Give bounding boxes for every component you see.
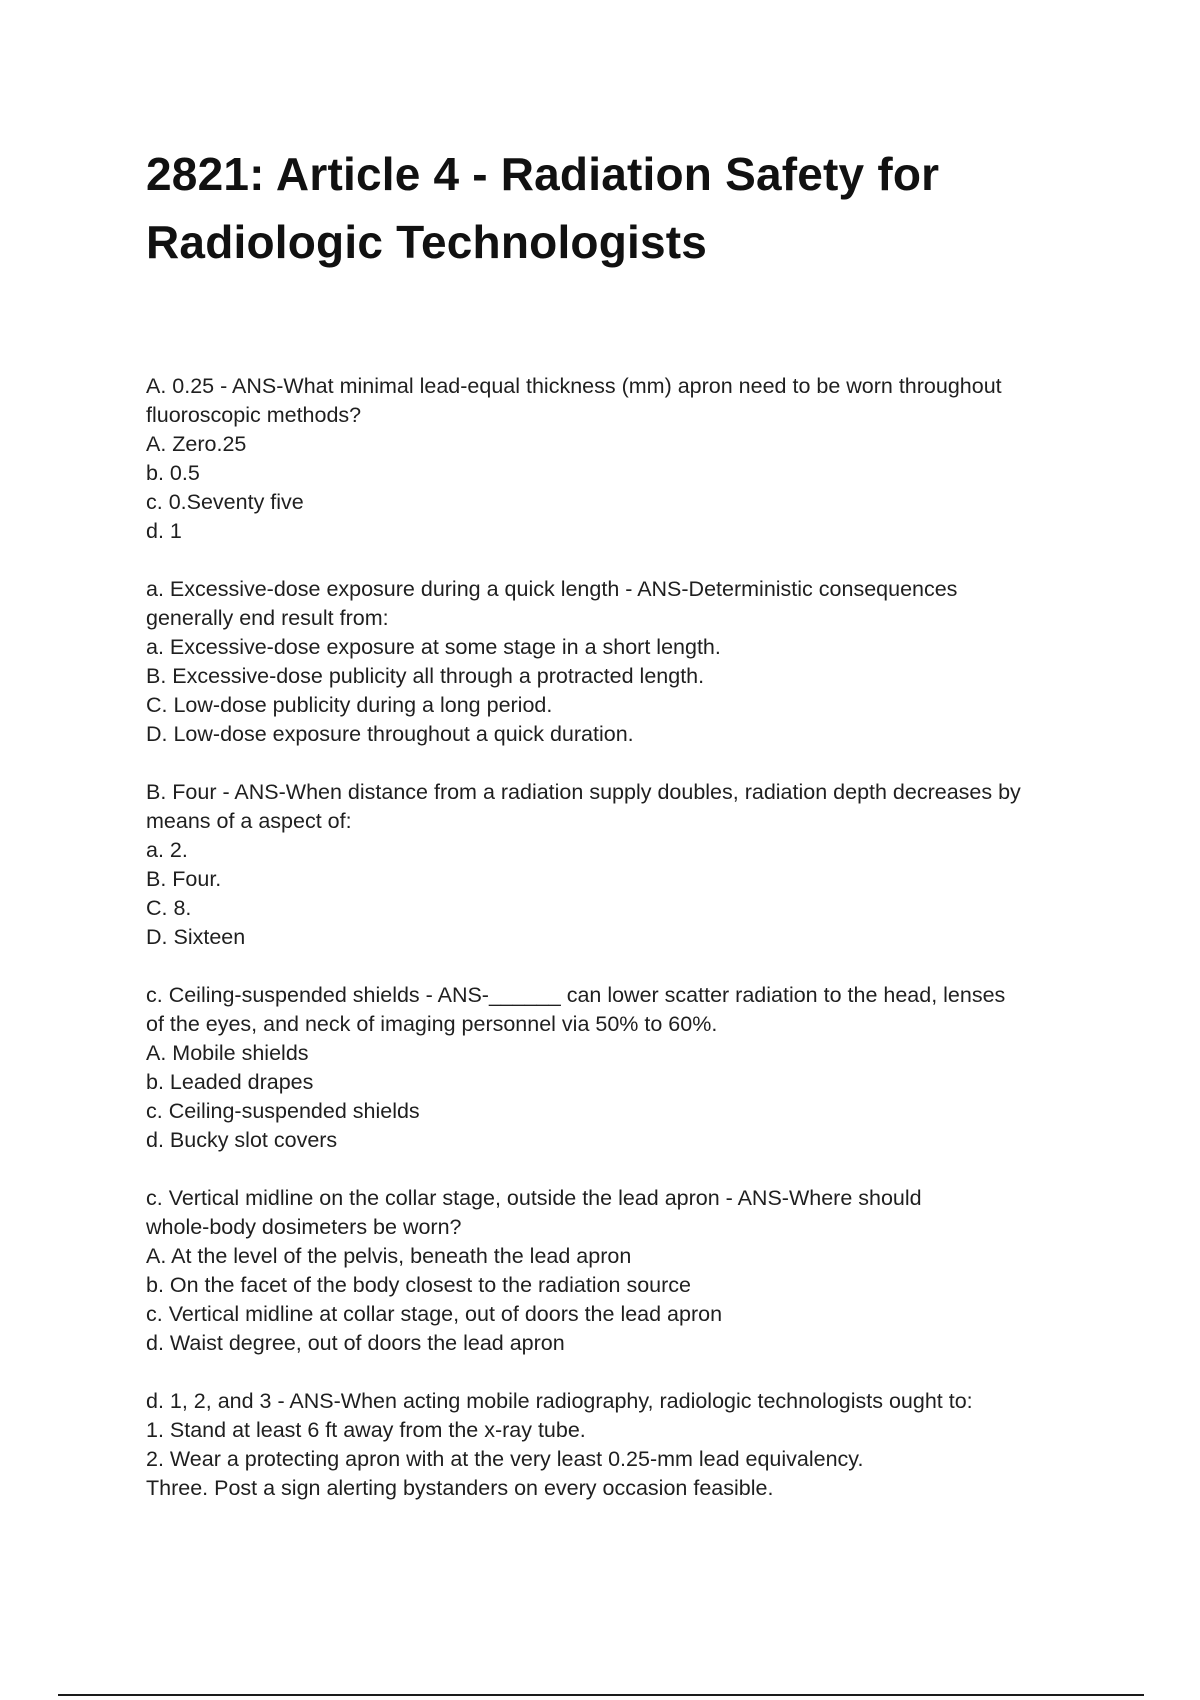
question-text: a. Excessive-dose exposure during a quick length - ANS-Deterministic consequences — [146, 577, 958, 601]
title-line-2: Radiologic Technologists — [146, 216, 708, 268]
question-text: B. Four - ANS-When distance from a radiation supply doubles, radiation depth decreases by — [146, 780, 1021, 804]
answer-option: c. 0.Seventy five — [146, 490, 304, 514]
answer-option: A. Mobile shields — [146, 1041, 309, 1065]
answer-option: C. Low-dose publicity during a long period. — [146, 693, 553, 717]
title-line-1: 2821: Article 4 - Radiation Safety for — [146, 148, 940, 200]
question-list — [146, 372, 1066, 1532]
answer-option: c. Vertical midline at collar stage, out of doors the lead apron — [146, 1302, 723, 1326]
answer-option: c. Ceiling-suspended shields — [146, 1099, 420, 1123]
answer-option: B. Four. — [146, 867, 222, 891]
question-text: A. 0.25 - ANS-What minimal lead-equal thickness (mm) apron need to be worn throughout — [146, 374, 1002, 398]
question-text-continued: means of a aspect of: — [146, 809, 352, 833]
answer-option: D. Low-dose exposure throughout a quick duration. — [146, 722, 634, 746]
answer-option: A. At the level of the pelvis, beneath the lead apron — [146, 1244, 632, 1268]
answer-option: b. 0.5 — [146, 461, 200, 485]
question-text-continued: generally end result from: — [146, 606, 389, 630]
answer-option: D. Sixteen — [146, 925, 246, 949]
question-block — [146, 981, 1066, 1155]
question-block — [146, 575, 1066, 749]
page-title — [146, 140, 1046, 276]
answer-option: d. 1 — [146, 519, 182, 543]
answer-option: C. 8. — [146, 896, 192, 920]
question-text: c. Ceiling-suspended shields - ANS-______ can lower scatter radiation to the head, lenses — [146, 983, 1006, 1007]
question-block — [146, 1184, 1066, 1358]
question-text: c. Vertical midline on the collar stage, outside the lead apron - ANS-Where should — [146, 1186, 922, 1210]
question-text-continued: whole-body dosimeters be worn? — [146, 1215, 462, 1239]
question-block — [146, 778, 1066, 952]
question-text: d. 1, 2, and 3 - ANS-When acting mobile radiography, radiologic technologists ought to: — [146, 1389, 973, 1413]
answer-option: 2. Wear a protecting apron with at the very least 0.25-mm lead equivalency. — [146, 1447, 864, 1471]
answer-option: 1. Stand at least 6 ft away from the x-ray tube. — [146, 1418, 586, 1442]
answer-option: b. Leaded drapes — [146, 1070, 314, 1094]
answer-option: Three. Post a sign alerting bystanders on every occasion feasible. — [146, 1476, 774, 1500]
question-block — [146, 372, 1066, 546]
question-block — [146, 1387, 1066, 1503]
answer-option: a. Excessive-dose exposure at some stage in a short length. — [146, 635, 721, 659]
answer-option: a. 2. — [146, 838, 188, 862]
answer-option: b. On the facet of the body closest to the radiation source — [146, 1273, 691, 1297]
answer-option: d. Waist degree, out of doors the lead apron — [146, 1331, 565, 1355]
question-text-continued: of the eyes, and neck of imaging personnel via 50% to 60%. — [146, 1012, 718, 1036]
answer-option: d. Bucky slot covers — [146, 1128, 338, 1152]
footer-divider — [58, 1694, 1144, 1696]
answer-option: B. Excessive-dose publicity all through a protracted length. — [146, 664, 705, 688]
answer-option: A. Zero.25 — [146, 432, 247, 456]
question-text-continued: fluoroscopic methods? — [146, 403, 362, 427]
